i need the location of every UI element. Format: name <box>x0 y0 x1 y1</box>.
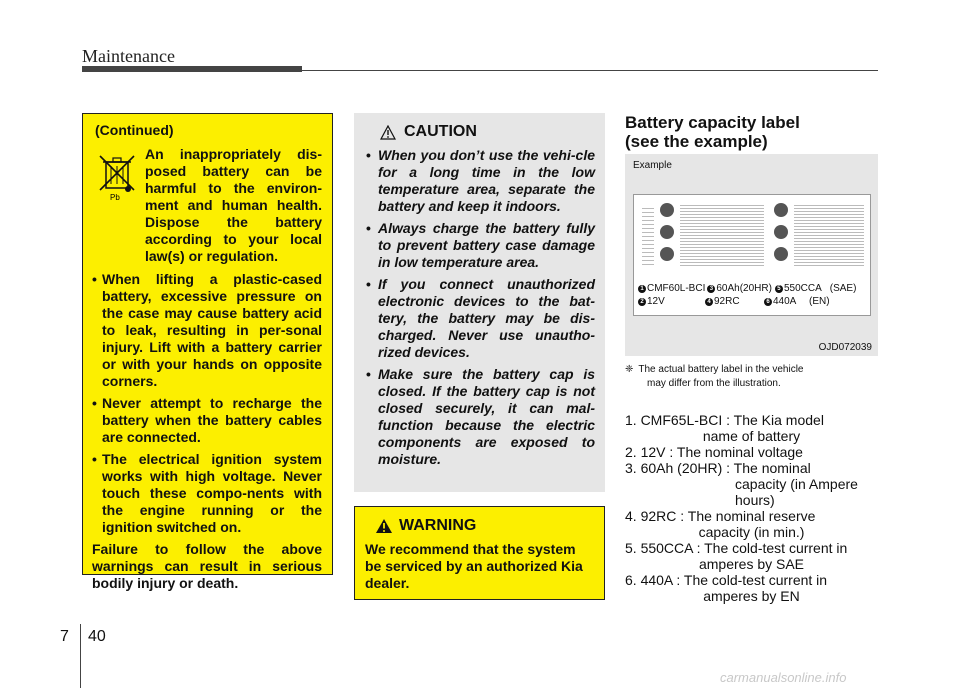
list-item: • Always charge the battery fully to prevent battery case damage in low temperature area. <box>366 220 595 271</box>
definition-cont: amperes by EN <box>703 588 800 604</box>
continued-warning-box <box>82 113 333 591</box>
page-number: 40 <box>88 628 106 645</box>
cca-sae-value: 550CCA <box>783 283 822 294</box>
manual-book-icon <box>774 225 788 239</box>
definition-cont: capacity (in Ampere hours) <box>735 476 858 508</box>
label-row-1 <box>638 283 856 294</box>
label-definitions <box>625 412 878 604</box>
definition-cont: name of battery <box>702 428 801 444</box>
number-circle-3: 3 <box>707 285 715 293</box>
list-item: • Make sure the battery cap is closed. If the battery cap is not closed securely, it can mal-function because the electric components are exposed to moisture. <box>366 366 595 468</box>
definition-lead: 6. 440A : The cold-test current in <box>625 572 828 588</box>
page-divider <box>80 624 81 688</box>
definition-lead: 4. 92RC : The nominal reserve <box>625 508 816 524</box>
battery-label-title <box>625 113 800 151</box>
bin-pb-label: Pb <box>110 193 120 202</box>
vertical-warning-text <box>642 205 654 265</box>
list-item: • The electrical ignition system works with high voltage. Never touch these compo-nents with the engine running or the ignition switched on. <box>92 451 322 536</box>
warning-box <box>354 506 605 600</box>
warning-text: We recommend that the system be serviced by an authorized Kia dealer. <box>365 541 583 591</box>
definition-cont: amperes by SAE <box>698 556 805 572</box>
definition-lead: 1. CMF65L-BCI : The Kia model <box>625 412 824 428</box>
definition-item <box>625 460 878 508</box>
en-unit: (EN) <box>809 296 830 307</box>
reserve-value: 92RC <box>714 296 740 307</box>
no-smoking-icon <box>660 225 674 239</box>
definition-item <box>625 412 878 444</box>
note-line-1: The actual battery label in the vehicle <box>638 364 804 375</box>
battery-label-figure <box>625 154 878 356</box>
page-header-title: Maintenance <box>82 46 175 66</box>
crossed-bin-icon <box>98 154 136 202</box>
section-number: 7 <box>60 628 69 645</box>
illustration-note <box>625 363 878 391</box>
caution-box <box>354 113 605 492</box>
final-warning-text: Failure to follow the above warnings can result in serious bodily injury or death. <box>92 541 322 591</box>
label-fine-print <box>680 203 764 267</box>
disposal-intro: An inappropriately dis-posed battery can be harmful to the environ-ment and human health. Dispose the battery according to your local law(s) or regulation. <box>145 146 322 264</box>
child-warning-icon <box>660 247 674 261</box>
sae-unit: (SAE) <box>829 283 857 294</box>
battery-label-card <box>633 194 871 316</box>
label-row-2 <box>638 296 830 307</box>
list-item: • When you don’t use the vehi-cle for a long time in the low temperature area, separate the battery and keep it indoors. <box>366 147 595 215</box>
number-circle-2: 2 <box>638 298 646 306</box>
definition-lead: 5. 550CCA : The cold-test current in <box>625 540 848 556</box>
definition-item <box>625 444 878 460</box>
acid-warning-icon <box>774 203 788 217</box>
note-symbol: ❈ <box>625 364 634 375</box>
yellow-bullet-list <box>92 271 322 536</box>
capacity-value: 60Ah(20HR) <box>716 283 772 294</box>
title-line-1: Battery capacity label <box>625 113 800 132</box>
header-rule <box>302 70 878 71</box>
figure-code: OJD072039 <box>818 342 872 353</box>
list-item: • Never attempt to recharge the battery when the battery cables are connected. <box>92 395 322 446</box>
label-fine-print <box>794 203 864 267</box>
definition-lead: 2. 12V : The nominal voltage <box>625 444 803 460</box>
definition-lead: 3. 60Ah (20HR) : The nominal <box>625 460 811 476</box>
model-value: CMF60L-BCI <box>647 283 706 294</box>
header-bar <box>82 66 302 72</box>
example-label: Example <box>633 160 672 171</box>
cca-en-value: 440A <box>773 296 797 307</box>
safety-glasses-icon <box>660 203 674 217</box>
number-circle-6: 6 <box>764 298 772 306</box>
number-circle-5: 5 <box>775 285 783 293</box>
caution-bullet-list <box>366 147 595 468</box>
number-circle-4: 4 <box>705 298 713 306</box>
note-line-2: may differ from the illustration. <box>647 378 781 389</box>
watermark: carmanualsonline.info <box>720 670 847 685</box>
continued-heading: (Continued) <box>95 122 174 138</box>
list-item: • If you connect unauthorized electronic devices to the bat-tery, the battery may be dis-charged. Never use unautho-rized devices. <box>366 276 595 361</box>
warning-title-text: WARNING <box>399 517 477 534</box>
title-line-2: (see the example) <box>625 132 768 151</box>
caution-title-text: CAUTION <box>404 123 477 140</box>
warning-title <box>375 517 594 535</box>
caution-triangle-icon <box>380 125 396 140</box>
definition-cont: capacity (in min.) <box>698 524 805 540</box>
list-item: • When lifting a plastic-cased battery, excessive pressure on the case may cause battery acid to leak, resulting in per-sonal injury. Lift with a battery carrier or with your hands on opposite corners. <box>92 271 322 390</box>
number-circle-1: 1 <box>638 285 646 293</box>
definition-item <box>625 572 878 604</box>
definition-item <box>625 540 878 572</box>
definition-item <box>625 508 878 540</box>
caution-title <box>380 123 595 141</box>
voltage-value: 12V <box>647 296 665 307</box>
warning-triangle-icon <box>375 518 393 534</box>
explosion-warning-icon <box>774 247 788 261</box>
